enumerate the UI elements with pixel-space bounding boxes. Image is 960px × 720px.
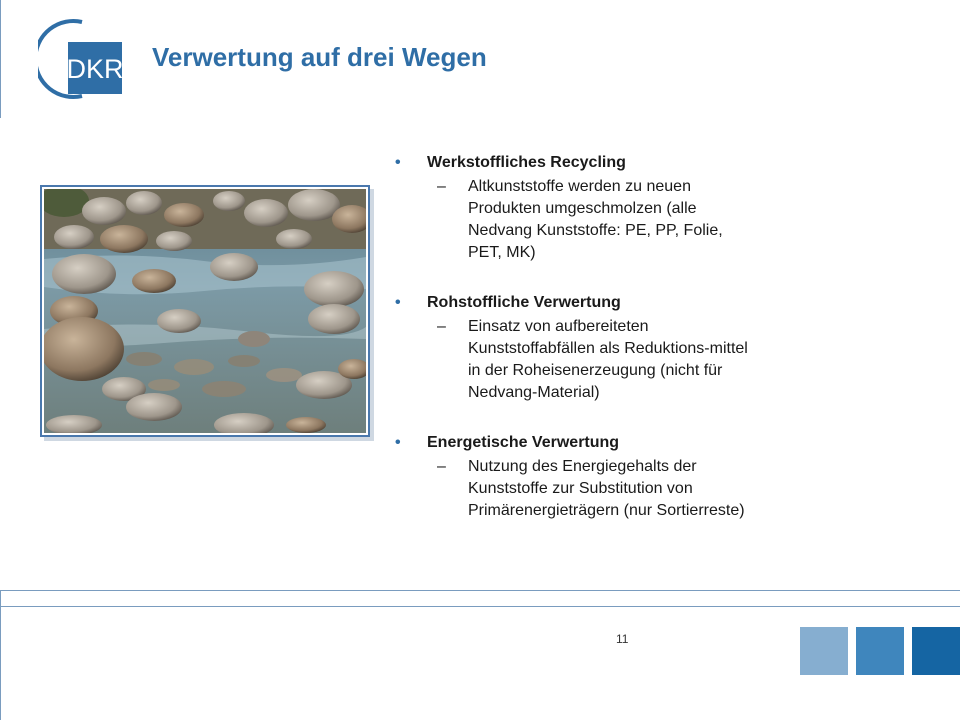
bullet-item	[395, 290, 825, 316]
sub-line: Nutzung des Energiegehalts der	[468, 458, 697, 475]
page-title: Verwertung auf drei Wegen	[152, 42, 487, 72]
dkr-logo-icon	[38, 12, 148, 102]
bullet-dot-icon: •	[395, 154, 401, 171]
sub-item	[395, 456, 825, 522]
sub-line: Produkten umgeschmolzen (alle	[468, 200, 697, 217]
section-energetische-verwertung	[395, 430, 825, 522]
sub-line: PET, MK)	[468, 244, 536, 261]
dash-icon: –	[437, 458, 446, 475]
bullet-heading: Werkstoffliches Recycling	[427, 154, 626, 171]
bullet-dot-icon: •	[395, 434, 401, 451]
decor-square-dark	[912, 627, 960, 675]
sub-line: Nedvang Kunststoffe: PE, PP, Folie,	[468, 222, 723, 239]
sub-line: Nedvang-Material)	[468, 384, 600, 401]
sub-item	[395, 316, 825, 404]
content-list	[395, 150, 825, 548]
photo-container	[40, 185, 370, 437]
footer-divider-bottom	[0, 606, 960, 607]
bullet-dot-icon: •	[395, 294, 401, 311]
sub-line: Altkunststoffe werden zu neuen	[468, 178, 691, 195]
dash-icon: –	[437, 178, 446, 195]
decor-square-light	[800, 627, 848, 675]
dash-icon: –	[437, 318, 446, 335]
page-number: 11	[616, 632, 629, 646]
sub-item	[395, 176, 825, 264]
photo-frame	[40, 185, 370, 437]
sub-line: in der Roheisenerzeugung (nicht für	[468, 362, 723, 379]
section-werkstoffliches-recycling	[395, 150, 825, 264]
sub-line: Primärenergieträgern (nur Sortierreste)	[468, 502, 745, 519]
section-rohstoffliche-verwertung	[395, 290, 825, 404]
bullet-item	[395, 430, 825, 456]
bullet-item	[395, 150, 825, 176]
sub-line: Kunststoffe zur Substitution von	[468, 480, 693, 497]
bullet-heading: Rohstoffliche Verwertung	[427, 294, 621, 311]
dkr-logo	[38, 12, 148, 102]
frame-line-left-top	[0, 0, 1, 118]
footer-divider-top	[0, 590, 960, 591]
river-stones-photo-icon	[44, 189, 366, 433]
sub-line: Kunststoffabfällen als Reduktions-mittel	[468, 340, 748, 357]
frame-line-left-bottom	[0, 590, 1, 720]
bullet-heading: Energetische Verwertung	[427, 434, 620, 451]
sub-line: Einsatz von aufbereiteten	[468, 318, 649, 335]
decor-square-medium	[856, 627, 904, 675]
logo-text: DKR	[66, 54, 124, 84]
